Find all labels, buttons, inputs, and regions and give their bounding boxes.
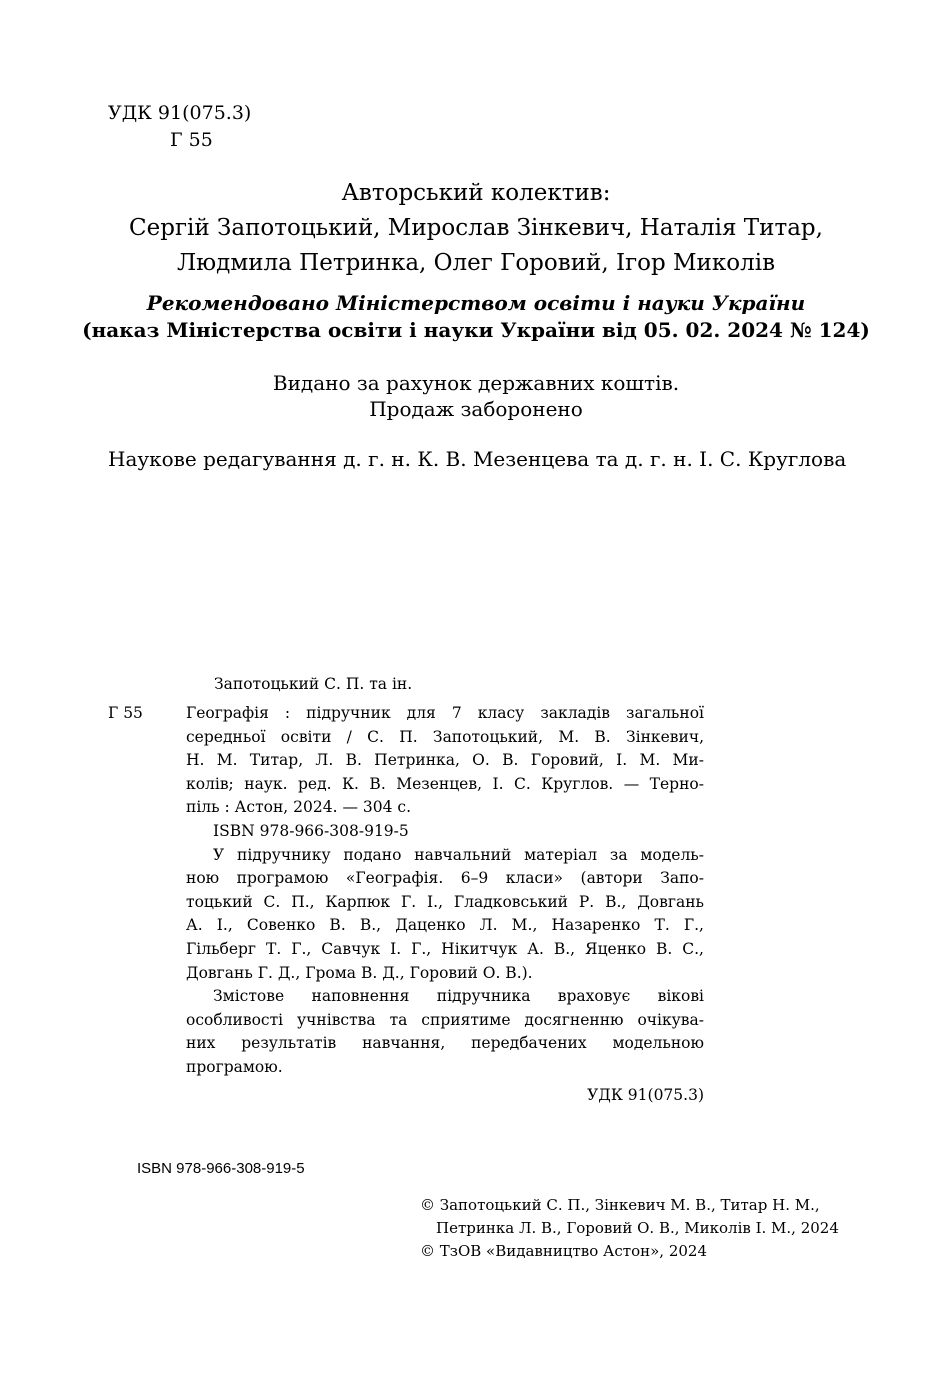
copyright-line-1: © Запотоцький С. П., Зінкевич М. В., Титар Н. М., [420, 1196, 820, 1214]
card-description-line: піль : Астон, 2024. — 304 с. [186, 798, 412, 817]
card-annotation-line: тоцький С. П., Карпюк Г. І., Гладковський Р. В., Довгань [186, 892, 704, 911]
card-description-line: середньої освіти / С. П. Запотоцький, М. В. Зінкевич, [186, 727, 704, 746]
catalog-code: Г 55 [170, 129, 213, 151]
card-annotation-line: Змістове наповнення підручника враховує вікові [213, 987, 704, 1006]
recommendation-line-1: Рекомендовано Міністерством освіти і науки України [146, 291, 806, 315]
udk-code: УДК 91(075.3) [108, 102, 252, 124]
card-annotation-line: особливості учнівства та сприятиме досягненню очікува- [186, 1010, 704, 1029]
card-annotation-line: них результатів навчання, передбачених модельною [186, 1034, 704, 1053]
catalog-card-body [186, 702, 704, 1107]
card-isbn: ISBN 978-966-308-919-5 [213, 821, 409, 840]
copyright-line-2: Петринка Л. В., Горовий О. В., Миколів І. М., 2024 [436, 1219, 839, 1237]
card-annotation-2 [186, 985, 704, 1079]
authors-line-2: Людмила Петринка, Олег Горовий, Ігор Миколів [176, 250, 776, 276]
card-description-line: колів; наук. ред. К. В. Мезенцев, І. С. Круглов. — Терно- [186, 774, 704, 793]
card-author: Запотоцький С. П. та ін. [214, 675, 413, 693]
card-description-line: Н. М. Титар, Л. В. Петринка, О. В. Горовий, І. М. Ми- [186, 751, 704, 770]
authors-block [0, 176, 952, 281]
funding-line-2: Продаж заборонено [369, 397, 583, 421]
authors-line-1: Сергій Запотоцький, Мирослав Зінкевич, Наталія Титар, [129, 215, 823, 241]
recommendation-line-2: (наказ Міністерства освіти і науки України від 05. 02. 2024 № 124) [82, 318, 870, 342]
card-udk: УДК 91(075.3) [587, 1085, 704, 1104]
card-annotation-line: ною програмою «Географія. 6–9 класи» (автори Запо- [186, 869, 704, 888]
isbn-bottom: ISBN 978-966-308-919-5 [137, 1160, 305, 1177]
authors-heading: Авторський колектив: [341, 180, 611, 206]
funding-line-1: Видано за рахунок державних коштів. [272, 371, 680, 395]
card-annotation-1 [186, 844, 704, 986]
card-annotation-line: Довгань Г. Д., Грома В. Д., Горовий О. В.). [186, 963, 533, 982]
card-description [186, 702, 704, 820]
card-annotation-line: У підручнику подано навчальний матеріал за модель- [213, 845, 704, 864]
scientific-editing: Наукове редагування д. г. н. К. В. Мезенцева та д. г. н. І. С. Круглова [108, 447, 847, 471]
card-description-line: Географія : підручник для 7 класу закладів загальної [186, 704, 704, 722]
card-annotation-line: програмою. [186, 1057, 283, 1076]
card-annotation-line: А. І., Совенко В. В., Даценко Л. М., Назаренко Т. Г., [186, 916, 704, 935]
recommendation-block [0, 290, 952, 344]
copyright-block [420, 1194, 839, 1263]
card-code: Г 55 [108, 704, 143, 722]
funding-note [0, 370, 952, 422]
copyright-line-3: © ТзОВ «Видавництво Астон», 2024 [420, 1242, 708, 1260]
card-annotation-line: Гільберг Т. Г., Савчук І. Г., Нікитчук А. В., Яценко В. С., [186, 939, 704, 958]
udk-header [108, 100, 251, 154]
